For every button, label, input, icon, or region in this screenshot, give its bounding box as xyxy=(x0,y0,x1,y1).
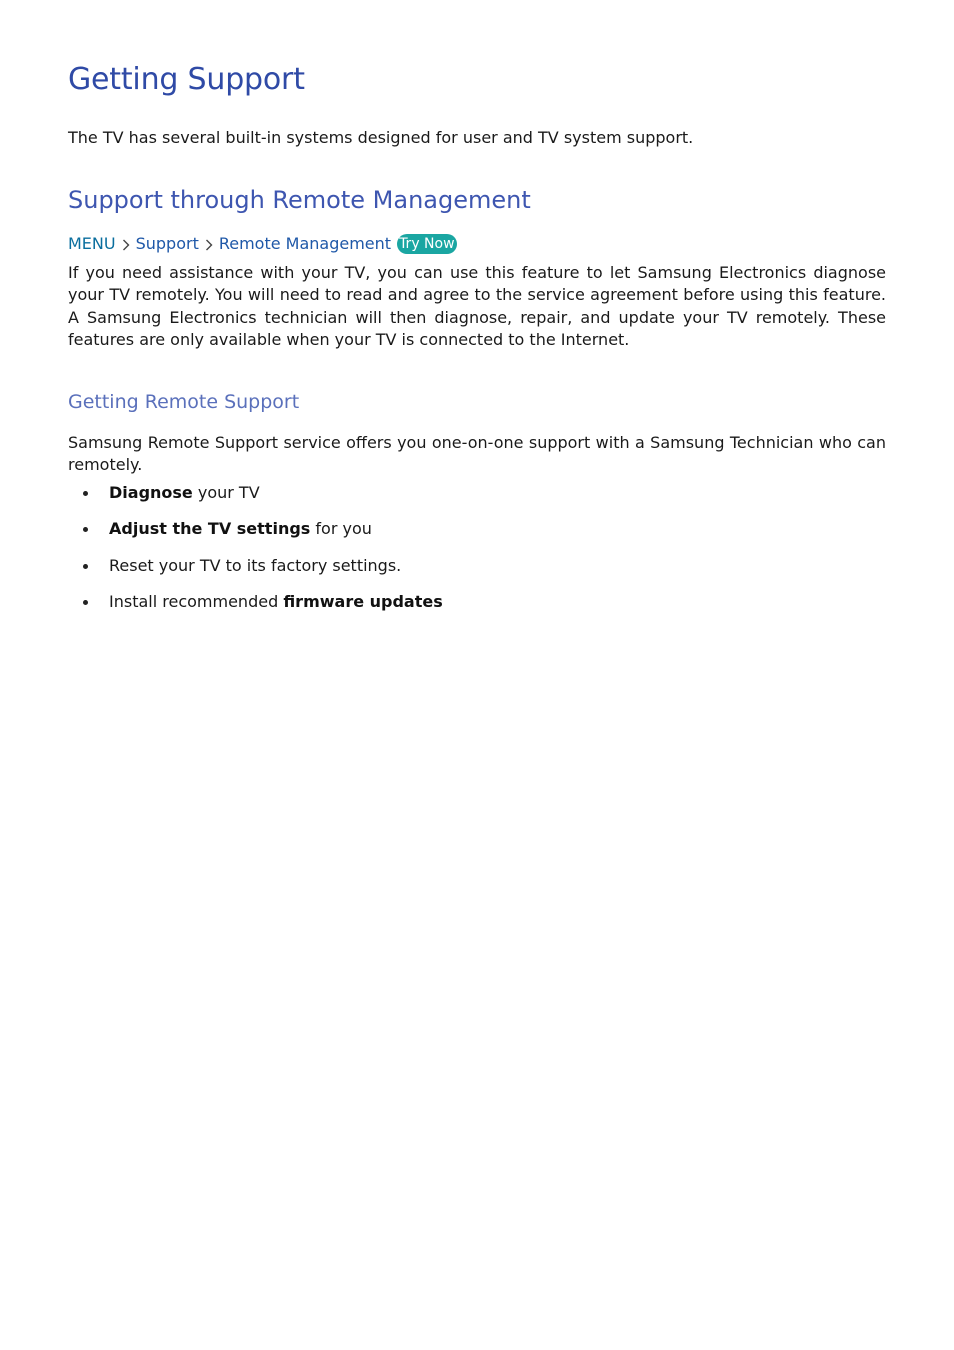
list-item-text: Install recommended xyxy=(109,591,284,611)
chevron-right-icon xyxy=(119,233,133,255)
list-item-text: Reset your TV to its factory settings. xyxy=(109,555,402,575)
bullet-icon xyxy=(83,600,88,605)
breadcrumb-remote-management[interactable]: Remote Management xyxy=(218,234,392,253)
list-item-bold: firmware updates xyxy=(283,591,443,611)
subsection-heading: Getting Remote Support xyxy=(68,391,300,413)
list-item-text: for you xyxy=(310,519,372,539)
section-body: If you need assistance with your TV, you can use this feature to let Samsung Electronics diagnose your TV remotely. You will need to read and agree to the service agreement before using this feature. A Samsung Electronics technician will then diagnose, repair, and update your TV remotely. These features are only available when your TV is connected to the Internet. xyxy=(68,263,886,350)
chevron-right-icon xyxy=(202,233,216,255)
section-heading: Support through Remote Management xyxy=(68,186,531,214)
list-item xyxy=(68,518,443,554)
breadcrumb xyxy=(68,233,457,255)
subsection-body: Samsung Remote Support service offers you one-on-one support with a Samsung Technician who can remotely. xyxy=(68,433,886,475)
breadcrumb-support[interactable]: Support xyxy=(135,234,199,253)
list-item-text: your TV xyxy=(192,483,260,502)
list-item-bold: Diagnose xyxy=(109,483,193,502)
feature-list xyxy=(68,482,443,627)
list-item-bold: Adjust the TV settings xyxy=(109,519,311,539)
list-item xyxy=(68,591,443,627)
try-now-button[interactable]: Try Now xyxy=(399,236,455,252)
breadcrumb-menu[interactable]: MENU xyxy=(68,234,116,253)
list-item xyxy=(68,555,443,591)
page-title: Getting Support xyxy=(68,62,305,97)
bullet-icon xyxy=(83,491,88,496)
bullet-icon xyxy=(83,564,88,569)
bullet-icon xyxy=(83,527,88,532)
intro-paragraph: The TV has several built-in systems designed for user and TV system support. xyxy=(68,128,694,147)
list-item xyxy=(68,482,443,518)
